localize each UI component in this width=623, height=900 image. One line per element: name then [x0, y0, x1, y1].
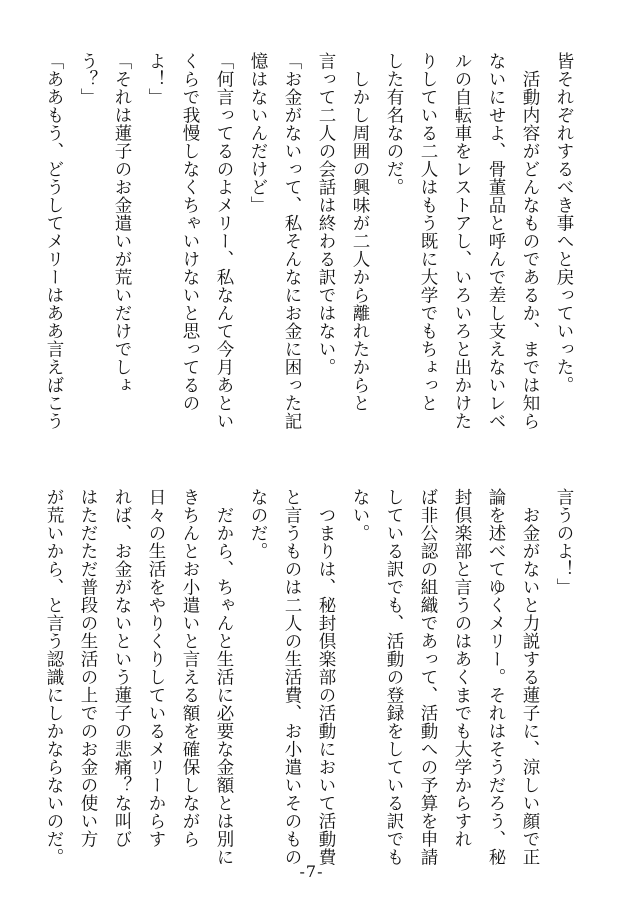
text-line: 活動内容がどんなものであるか、までは知ら — [520, 52, 540, 430]
page-number: -7- — [299, 862, 324, 881]
text-line: りしている二人はもう既に大学でもちょっと — [418, 52, 438, 412]
text-block-top — [37, 52, 581, 442]
text-line: れば、お金がないという蓮子の悲痛？な叫び — [112, 488, 132, 848]
text-line: 「お金がないって、私そんなにお金に困った記 — [282, 52, 302, 430]
text-line: 憶はないんだけど」 — [248, 52, 268, 214]
text-line: ないにせよ、骨董品と呼んで差し支えないレベ — [486, 52, 506, 430]
text-line: 「何言ってるのよメリー、私なんて今月あとい — [214, 52, 234, 430]
text-line: 皆それぞれするべき事へと戻っていった。 — [554, 52, 574, 394]
text-line: くらで我慢しなくちゃいけないと思ってるの — [180, 52, 200, 412]
text-line: 言うのよ！」 — [554, 488, 574, 596]
text-line: はただただ普段の生活の上でのお金の使い方 — [78, 488, 98, 848]
text-line: ルの自転車をレストアし、いろいろと出かけた — [452, 52, 472, 430]
text-line: 日々の生活をやりくりしているメリーからす — [146, 488, 166, 848]
text-line: 「それは蓮子のお金遣いが荒いだけでしょ — [112, 52, 132, 394]
text-line: しかし周囲の興味が二人から離れたからと — [350, 52, 370, 412]
text-line: つまりは、秘封倶楽部の活動において活動費 — [316, 488, 336, 866]
text-line: 言って二人の会話は終わる訳ではない。 — [316, 52, 336, 376]
text-line: ない。 — [350, 488, 370, 542]
text-line: だから、ちゃんと生活に必要な金額とは別に — [214, 488, 234, 866]
text-block-bottom — [37, 488, 581, 866]
text-line: う？」 — [78, 52, 98, 106]
text-line: お金がないと力説する蓮子に、涼しい顔で正 — [520, 488, 540, 866]
text-line: きちんとお小遣いと言える額を確保しながら — [180, 488, 200, 848]
text-line: と言うものは二人の生活費、お小遣いそのもの — [282, 488, 302, 866]
text-line: なのだ。 — [248, 488, 268, 560]
text-line: が荒いから、と言う認識にしかならないのだ。 — [44, 488, 64, 866]
text-line: よ！」 — [146, 52, 166, 106]
text-line: 封倶楽部と言うのはあくまでも大学からすれ — [452, 488, 472, 848]
text-line: ば非公認の組織であって、活動への予算を申請 — [418, 488, 438, 866]
text-line: している訳でも、活動の登録をしている訳でも — [384, 488, 404, 866]
text-line: 論を述べてゆくメリー。それはそうだろう、秘 — [486, 488, 506, 866]
text-line: した有名なのだ。 — [384, 52, 404, 196]
text-line: 「ああもう、どうしてメリーはああ言えばこう — [44, 52, 64, 430]
